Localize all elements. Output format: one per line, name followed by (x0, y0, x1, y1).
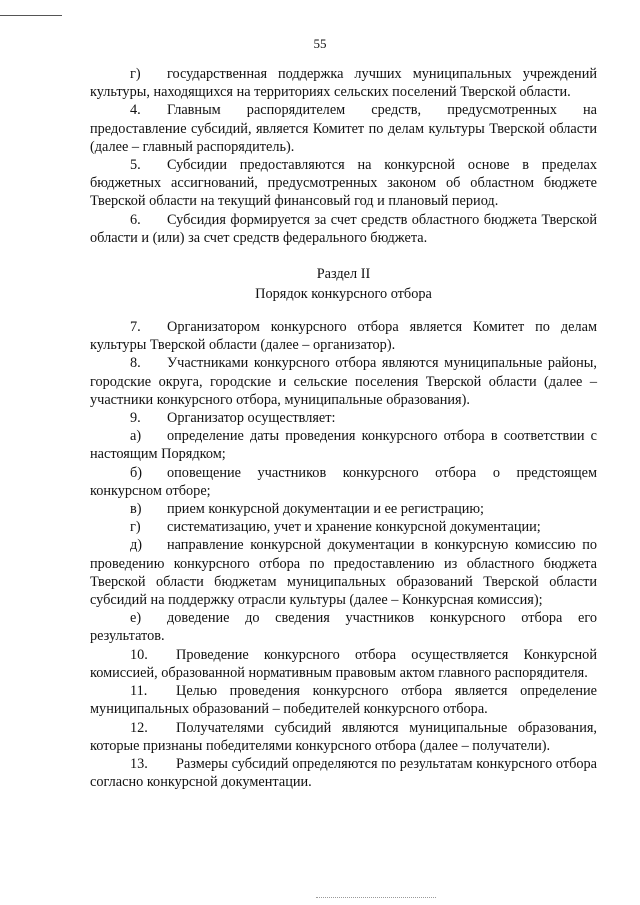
paragraph-text: Субсидия формируется за счет средств областного бюджета Тверской области и (или) за счет средств федерального бюджета. (90, 211, 597, 246)
paragraph-text: Размеры субсидий определяются по результатам конкурсного отбора согласно конкурсной документации. (90, 755, 597, 791)
paragraph (90, 464, 597, 500)
paragraph-marker: 6. (130, 211, 141, 228)
paragraph (90, 646, 597, 682)
scan-edge-dots (316, 897, 436, 899)
paragraph (90, 427, 597, 463)
paragraph-marker: в) (130, 501, 142, 518)
paragraph-marker: б) (130, 464, 143, 481)
paragraph-text: государственная поддержка лучших муниципальных учреждений культуры, находящихся на территориях сельских поселений Тверской области. (90, 66, 597, 101)
paragraph-marker: 5. (130, 157, 141, 174)
paragraph-marker: 12. (130, 719, 148, 736)
paragraph (90, 354, 597, 409)
paragraph (90, 536, 597, 609)
paragraph-marker: 9. (130, 410, 141, 427)
section-number: Раздел II (316, 266, 371, 283)
paragraph-text: Целью проведения конкурсного отбора является определение муниципальных образований – победителей конкурсного отбора. (90, 683, 597, 718)
document-body (90, 65, 597, 791)
paragraph (90, 682, 597, 718)
paragraph-text: определение даты проведения конкурсного отбора в соответствии с настоящим Порядком; (90, 428, 597, 463)
paragraph-text: направление конкурсной документации в конкурсную комиссию по проведению конкурсного отбора по предоставлению из областного бюджета Тверской области бюджетам муниципальных образований Тверской области субсидий на поддержку отрасли культуры (далее – Конкурсная комиссия); (90, 537, 597, 609)
paragraph-marker: 7. (130, 319, 141, 336)
paragraph (90, 518, 597, 536)
paragraph-text: Получателями субсидий являются муниципальные образования, которые признаны победителями конкурсного отбора (далее – получатели). (90, 719, 597, 754)
paragraph-text: доведение до сведения участников конкурсного отбора его результатов. (90, 610, 597, 645)
paragraph (90, 65, 597, 101)
paragraph-text: прием конкурсной документации и ее регистрацию; (167, 501, 485, 518)
paragraph (90, 211, 597, 247)
page-number: 55 (313, 36, 327, 51)
paragraph (90, 609, 597, 645)
top-paragraph-list (90, 65, 597, 247)
paragraph-marker: 13. (130, 755, 148, 772)
paragraph-marker: а) (130, 428, 142, 445)
paragraph-marker: е) (130, 610, 142, 627)
section-title: Порядок конкурсного отбора (255, 286, 432, 303)
paragraph (90, 500, 597, 518)
paragraph-text: Организатор осуществляет: (167, 410, 336, 427)
paragraph-marker: д) (130, 537, 143, 554)
paragraph-marker: 10. (130, 646, 148, 663)
paragraph-marker: г) (130, 66, 141, 82)
paragraph-marker: 4. (130, 102, 141, 119)
paragraph (90, 755, 597, 791)
paragraph (90, 156, 597, 211)
paragraph (90, 101, 597, 156)
paragraph-text: Участниками конкурсного отбора являются муниципальные районы, городские округа, городские и сельские поселения Тверской области (далее – участники конкурсного отбора, муниципальные образования). (90, 355, 597, 408)
paragraph-text: Субсидии предоставляются на конкурсной основе в пределах бюджетных ассигнований, предусмотренных законом об областном бюджете Тверской области на текущий финансовый год и плановый период. (90, 157, 597, 210)
paragraph (90, 318, 597, 354)
paragraph (90, 719, 597, 755)
paragraph-text: Организатором конкурсного отбора является Комитет по делам культуры Тверской области (далее – организатор). (90, 319, 597, 354)
paragraph-text: Главным распорядителем средств, предусмотренных на предоставление субсидий, является Комитет по делам культуры Тверской области (далее – главный распорядитель). (90, 102, 597, 155)
paragraph (90, 409, 597, 427)
paragraph-text: систематизацию, учет и хранение конкурсной документации; (167, 519, 541, 536)
paragraph-text: оповещение участников конкурсного отбора о предстоящем конкурсном отборе; (90, 464, 597, 499)
section-heading (90, 264, 597, 304)
scan-edge-line (0, 15, 62, 16)
paragraph-text: Проведение конкурсного отбора осуществляется Конкурсной комиссией, образованной нормативным правовым актом главного распорядителя. (90, 646, 597, 681)
paragraph-marker: г) (130, 519, 141, 536)
section-paragraph-list (90, 318, 597, 791)
paragraph-marker: 8. (130, 355, 141, 372)
paragraph-marker: 11. (130, 683, 148, 700)
